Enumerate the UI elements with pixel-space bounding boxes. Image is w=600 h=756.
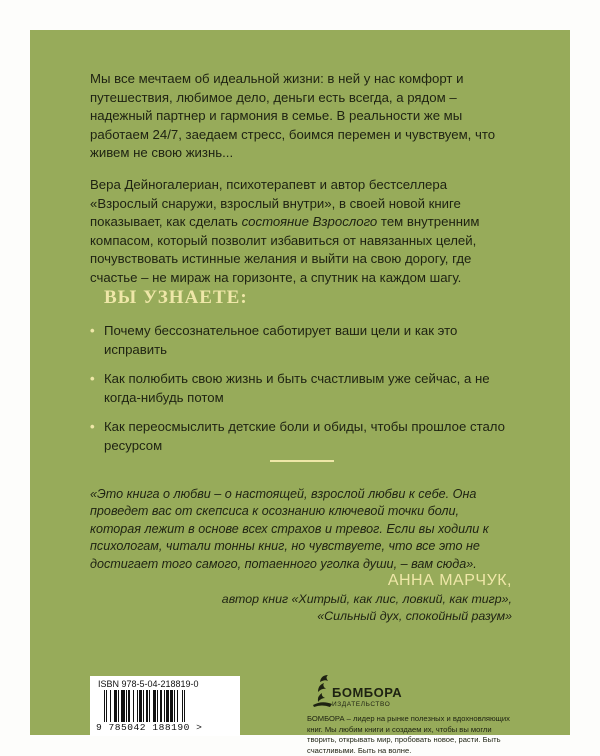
you-will-learn-heading: ВЫ УЗНАЕТЕ: bbox=[104, 287, 248, 308]
isbn-label: ISBN 978-5-04-218819-0 bbox=[98, 679, 199, 689]
barcode-digits: 9 785042 188190 > bbox=[96, 722, 203, 733]
intro-paragraph-2-start: Вера Дейногалериан, психотерапевт и автор бестселлера «Взрослый снаружи, взрослый внутри», в своей новой книге показывает, как сделать bbox=[90, 176, 461, 230]
bullet-item bbox=[90, 370, 510, 407]
bullet-text: Как полюбить свою жизнь и быть счастливым уже сейчас, а не когда-нибудь потом bbox=[104, 371, 490, 405]
intro-paragraph-2 bbox=[90, 176, 514, 288]
publisher-subtitle: ИЗДАТЕЛЬСТВО bbox=[332, 701, 391, 708]
intro-text bbox=[90, 70, 514, 301]
intro-paragraph-2-emphasis: состояние Взрослого bbox=[241, 214, 378, 230]
bombora-wave-icon bbox=[313, 675, 332, 707]
bullet-list bbox=[90, 322, 510, 467]
barcode-bar bbox=[184, 690, 185, 722]
bullet-dot-icon: • bbox=[90, 419, 95, 435]
bullet-item bbox=[90, 418, 510, 455]
publisher-tagline: БОМБОРА – лидер на рынке полезных и вдохновляющих книг. Мы любим книги и создаем их, чтобы вы могли творить, открывать мир, пробовать новое, расти. Быть счастливыми. Быть на волне. bbox=[307, 714, 510, 755]
bullet-text: Почему бессознательное саботирует ваши цели и как это исправить bbox=[104, 323, 458, 357]
barcode-bars bbox=[104, 690, 232, 722]
divider-line bbox=[270, 460, 334, 462]
intro-paragraph-1: Мы все мечтаем об идеальной жизни: в ней у нас комфорт и путешествия, любимое дело, деньги есть всегда, а рядом – надежный партнер и гармония в семье. В реальности же мы работаем 24/7, заедаем стресс, боимся перемен и чувствуем, что живем не свою жизнь... bbox=[90, 71, 496, 161]
bullet-text: Как переосмыслить детские боли и обиды, чтобы прошлое стало ресурсом bbox=[104, 419, 505, 453]
author-name: АННА МАРЧУК, bbox=[387, 572, 512, 589]
intro-paragraph-2-end: тем внутренним компасом, который позволит избавиться от навязанных целей, почувствовать истинные желания и выйти на свою дорогу, где счастье – не мираж на горизонте, а спутник на каждом шагу. bbox=[90, 214, 480, 285]
bullet-dot-icon: • bbox=[90, 323, 95, 338]
quote-author bbox=[222, 571, 512, 624]
bullet-item bbox=[90, 322, 510, 359]
publisher-name: БОМБОРА bbox=[332, 685, 403, 700]
back-cover bbox=[30, 30, 570, 755]
author-credentials-line-1: автор книг «Хитрый, как лис, ловкий, как тигр», bbox=[221, 592, 512, 606]
author-credentials-line-2: «Сильный дух, спокойный разум» bbox=[317, 608, 512, 623]
testimonial-quote: «Это книга о любви – о настоящей, взрослой любви к себе. Она проведет вас от скепсиса к осознанию ключевой точки боли, которая лежит в основе всех страхов и тревог. Если вы ходили к психологам, читали тонны книг, но чувствуете, что все это не достигает того самого, потаенного уголка души, – вам сюда». bbox=[90, 487, 489, 571]
bullet-dot-icon: • bbox=[90, 371, 95, 387]
publisher-name-block bbox=[332, 686, 402, 709]
barcode bbox=[90, 676, 240, 736]
